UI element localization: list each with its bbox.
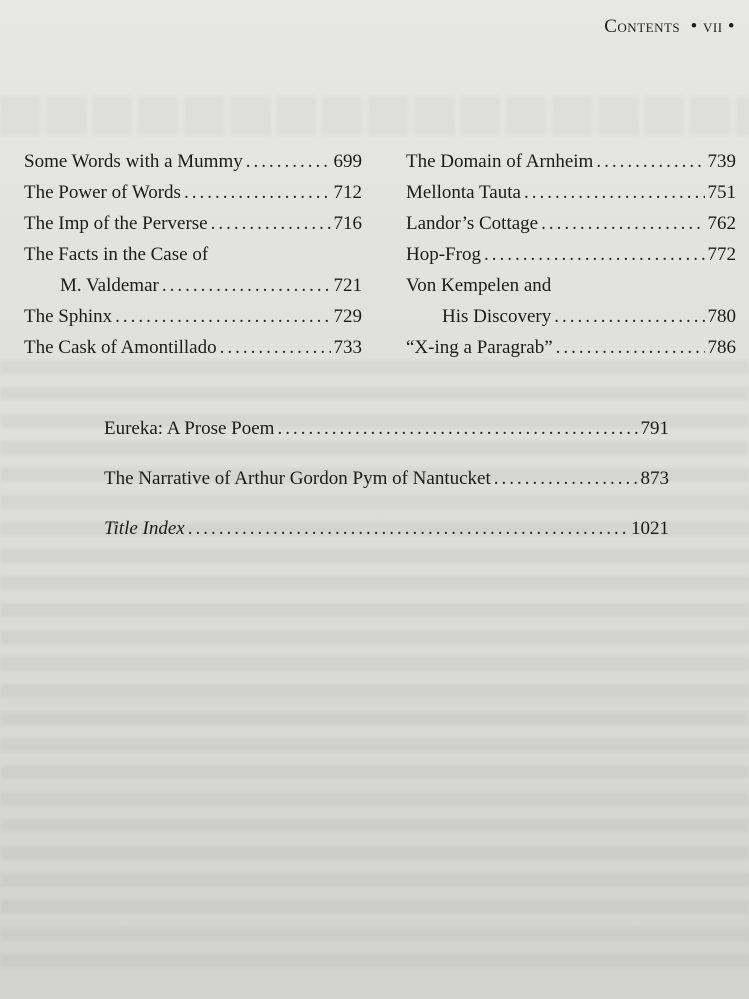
leader-dots xyxy=(524,177,705,208)
toc-entry: The Facts in the Case of xyxy=(24,244,209,265)
toc-entry: Von Kempelen and xyxy=(406,275,552,296)
leader-dots xyxy=(211,208,331,239)
toc-entry: Hop-Frog ..... 772 xyxy=(406,239,736,270)
header-bullet-trailing: • xyxy=(727,16,735,37)
header-section: Contents xyxy=(604,16,681,37)
toc-entry: Title Index ..... 1021 xyxy=(104,504,669,554)
toc-entry: M. Valdemar ..... 721 xyxy=(24,270,362,301)
toc-entry: The Power of Words ..... 712 xyxy=(24,177,362,208)
leader-dots xyxy=(494,454,638,504)
leader-dots xyxy=(184,177,331,208)
toc-entry: Some Words with a Mummy ..... 699 xyxy=(24,146,362,177)
toc-entry: His Discovery ..... 780 xyxy=(406,301,736,332)
leader-dots xyxy=(556,332,705,363)
leader-dots xyxy=(484,239,705,270)
leader-dots xyxy=(277,404,637,454)
toc-entry: The Domain of Arnheim ..... 739 xyxy=(406,146,736,177)
leader-dots xyxy=(162,270,331,301)
toc-long-entries xyxy=(104,404,669,554)
toc-entry: Mellonta Tauta ..... 751 xyxy=(406,177,736,208)
leader-dots xyxy=(554,301,704,332)
leader-dots xyxy=(541,208,704,239)
leader-dots xyxy=(246,146,331,177)
toc-entry: “X-ing a Paragrab” ..... 786 xyxy=(406,332,736,363)
toc-entry: The Sphinx ..... 729 xyxy=(24,301,362,332)
toc-entry: Landor’s Cottage ..... 762 xyxy=(406,208,736,239)
show-through-texture xyxy=(0,96,749,136)
toc-right-column xyxy=(406,146,736,363)
leader-dots xyxy=(220,332,331,363)
toc-entry: Eureka: A Prose Poem ..... 791 xyxy=(104,404,669,454)
header-bullet: • xyxy=(690,16,698,37)
toc-entry: The Imp of the Perverse ..... 716 xyxy=(24,208,362,239)
leader-dots xyxy=(188,504,628,554)
toc-entry: The Cask of Amontillado ..... 733 xyxy=(24,332,362,363)
header-page-number: vii xyxy=(703,16,723,37)
leader-dots xyxy=(115,301,330,332)
toc-left-column xyxy=(24,146,362,363)
toc-entry: The Narrative of Arthur Gordon Pym of Nantucket ..... 873 xyxy=(104,454,669,504)
running-header xyxy=(604,16,735,38)
leader-dots xyxy=(596,146,704,177)
